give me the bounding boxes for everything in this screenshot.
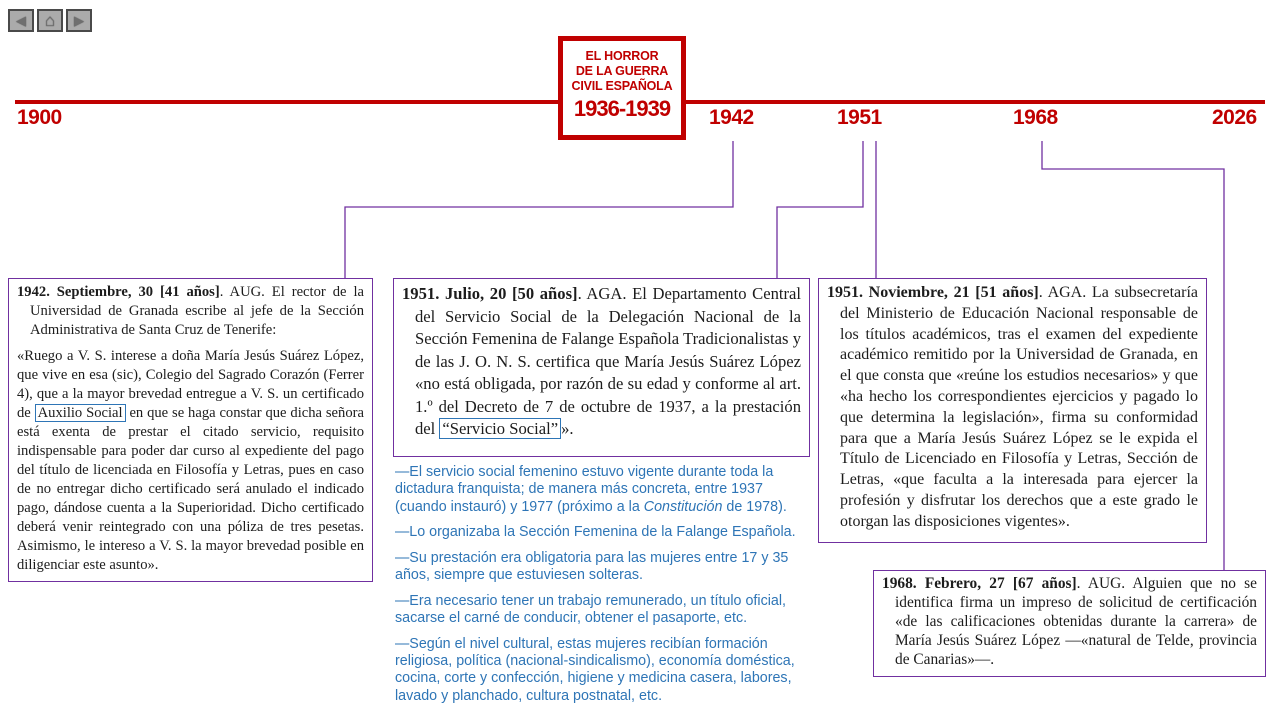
era-title-line-1: EL HORROR xyxy=(585,49,659,63)
nav-forward-button[interactable] xyxy=(66,9,92,32)
nav-back-button[interactable] xyxy=(8,9,34,32)
event-card-1951-noviembre xyxy=(818,278,1207,543)
event-intro-text: . AUG. El rector de la Universidad de Granada escribe al jefe de la Sección Administrativa de Santa Cruz de Tenerife: xyxy=(30,284,364,338)
era-years-label: 1936-1939 xyxy=(573,96,671,121)
quote-text-pre: «Ruego a V. S. interese a doña María Jesús Suárez López, que vive en esa (sic), Colegio del Sagrado Corazón (Ferrer 4), que a la mayor brevedad entregue a V. S. un certificado de xyxy=(17,347,364,421)
note-text-post: de 1978). xyxy=(722,498,787,515)
year-label-1900: 1900 xyxy=(17,106,62,129)
notes-list xyxy=(395,464,816,713)
event-date: 1951. Julio, 20 [50 años] xyxy=(402,284,578,303)
era-box-civil-war xyxy=(558,36,686,140)
event-paragraph xyxy=(827,283,1198,533)
auxilio-social-link[interactable]: Auxilio Social xyxy=(35,404,126,422)
event-body-post: ». xyxy=(561,419,574,439)
nav-toolbar xyxy=(8,9,92,32)
event-date: 1942. Septiembre, 30 [41 años] xyxy=(17,284,220,300)
home-icon: ⌂ xyxy=(44,11,56,30)
event-date: 1968. Febrero, 27 [67 años] xyxy=(882,575,1077,592)
era-title-line-2: DE LA GUERRA xyxy=(575,64,669,78)
event-card-1968-febrero xyxy=(873,570,1266,677)
note-item-1 xyxy=(395,464,816,516)
year-label-1951: 1951 xyxy=(837,106,882,129)
note-item-4: —Era necesario tener un trabajo remunerado, un título oficial, sacarse el carné de conducir, obtener el pasaporte, etc. xyxy=(395,592,787,627)
event-body-text: . AUG. Alguien que no se identifica firma un impreso de solicitud de certificación «de las calificaciones obtenidas durante la carrera» de María Jesús Suárez López —«natural de Telde, provincia de Canarias»—. xyxy=(895,575,1257,668)
year-label-1942: 1942 xyxy=(709,106,754,129)
back-icon: ◀ xyxy=(16,13,26,28)
note-item-5: —Según el nivel cultural, estas mujeres recibían formación religiosa, política (nacional-sindicalismo), economía doméstica, cocina, corte y confección, higiene y medicina casera, labores, lavado y planchado, cultura postnatal, etc. xyxy=(395,635,795,704)
event-body-text: . AGA. La subsecretaría del Ministerio de Educación Nacional responsable de los títulos académicos, tras el examen del expediente académico remitido por la Universidad de Granada, en el que consta que «reúne los estudios necesarios» y que «ha hecho los correspondientes ejercicios y pagado lo que determina la legislación», firma su conformidad para que a María Jesús Suárez López se le expida el Título de Licenciado en Filosofía y Letras, Sección de Letras, «que faculta a la interesada para ejercer la profesión y disfrutar los derechos que a este grado le otorgan las disposiciones vigentes». xyxy=(840,284,1198,530)
event-paragraph xyxy=(882,575,1257,670)
note-text-pre: —El servicio social femenino estuvo vigente durante toda la dictadura franquista; de manera más concreta, entre 1937 (cuando instauró) y 1977 (próximo a la xyxy=(395,464,774,515)
event-card-1951-julio xyxy=(393,278,810,457)
note-italic-term: Constitución xyxy=(643,498,723,515)
quote-text-post: en que se haga constar que dicha señora está exenta de prestar el citado servicio, requisito indispensable para poder dar curso al expediente del pago del título de licenciada en Filosofía y Letras, pues en caso de no entregar dicho certificado será anulado el indicado pago, dándose cuenta a la Superioridad. Dicho certificado deberá venir reintegrado con una póliza de tres pesetas. Asimismo, le intereso a V. S. la mayor brevedad posible en diligenciar este asunto». xyxy=(17,404,364,573)
forward-icon: ▶ xyxy=(74,13,84,28)
event-quote-paragraph xyxy=(17,347,364,575)
era-title-line-3: CIVIL ESPAÑOLA xyxy=(571,79,673,93)
event-body-pre: . AGA. El Departamento Central del Servicio Social de la Delegación Nacional de la Sección Femenina de Falange Española Tradicionalistas y de las J. O. N. S. certifica que María Jesús Suárez López «no está obligada, por razón de su edad y conforme al art. 1.º del Decreto de 7 de octubre de 1937, a la prestación del xyxy=(415,284,801,439)
servicio-social-link[interactable]: “Servicio Social” xyxy=(439,418,561,439)
event-paragraph xyxy=(402,283,801,441)
year-label-2026: 2026 xyxy=(1212,106,1257,129)
connector-1942 xyxy=(345,141,733,279)
nav-home-button[interactable] xyxy=(37,9,63,32)
event-card-1942-septiembre xyxy=(8,278,373,582)
note-item-2: —Lo organizaba la Sección Femenina de la Falange Española. xyxy=(395,524,796,541)
event-date: 1951. Noviembre, 21 [51 años] xyxy=(827,284,1039,301)
connector-1951-july xyxy=(777,141,863,279)
note-item-3: —Su prestación era obligatoria para las mujeres entre 17 y 35 años, siempre que estuviesen solteras. xyxy=(395,549,789,584)
year-label-1968: 1968 xyxy=(1013,106,1058,129)
event-intro-paragraph xyxy=(17,283,364,340)
